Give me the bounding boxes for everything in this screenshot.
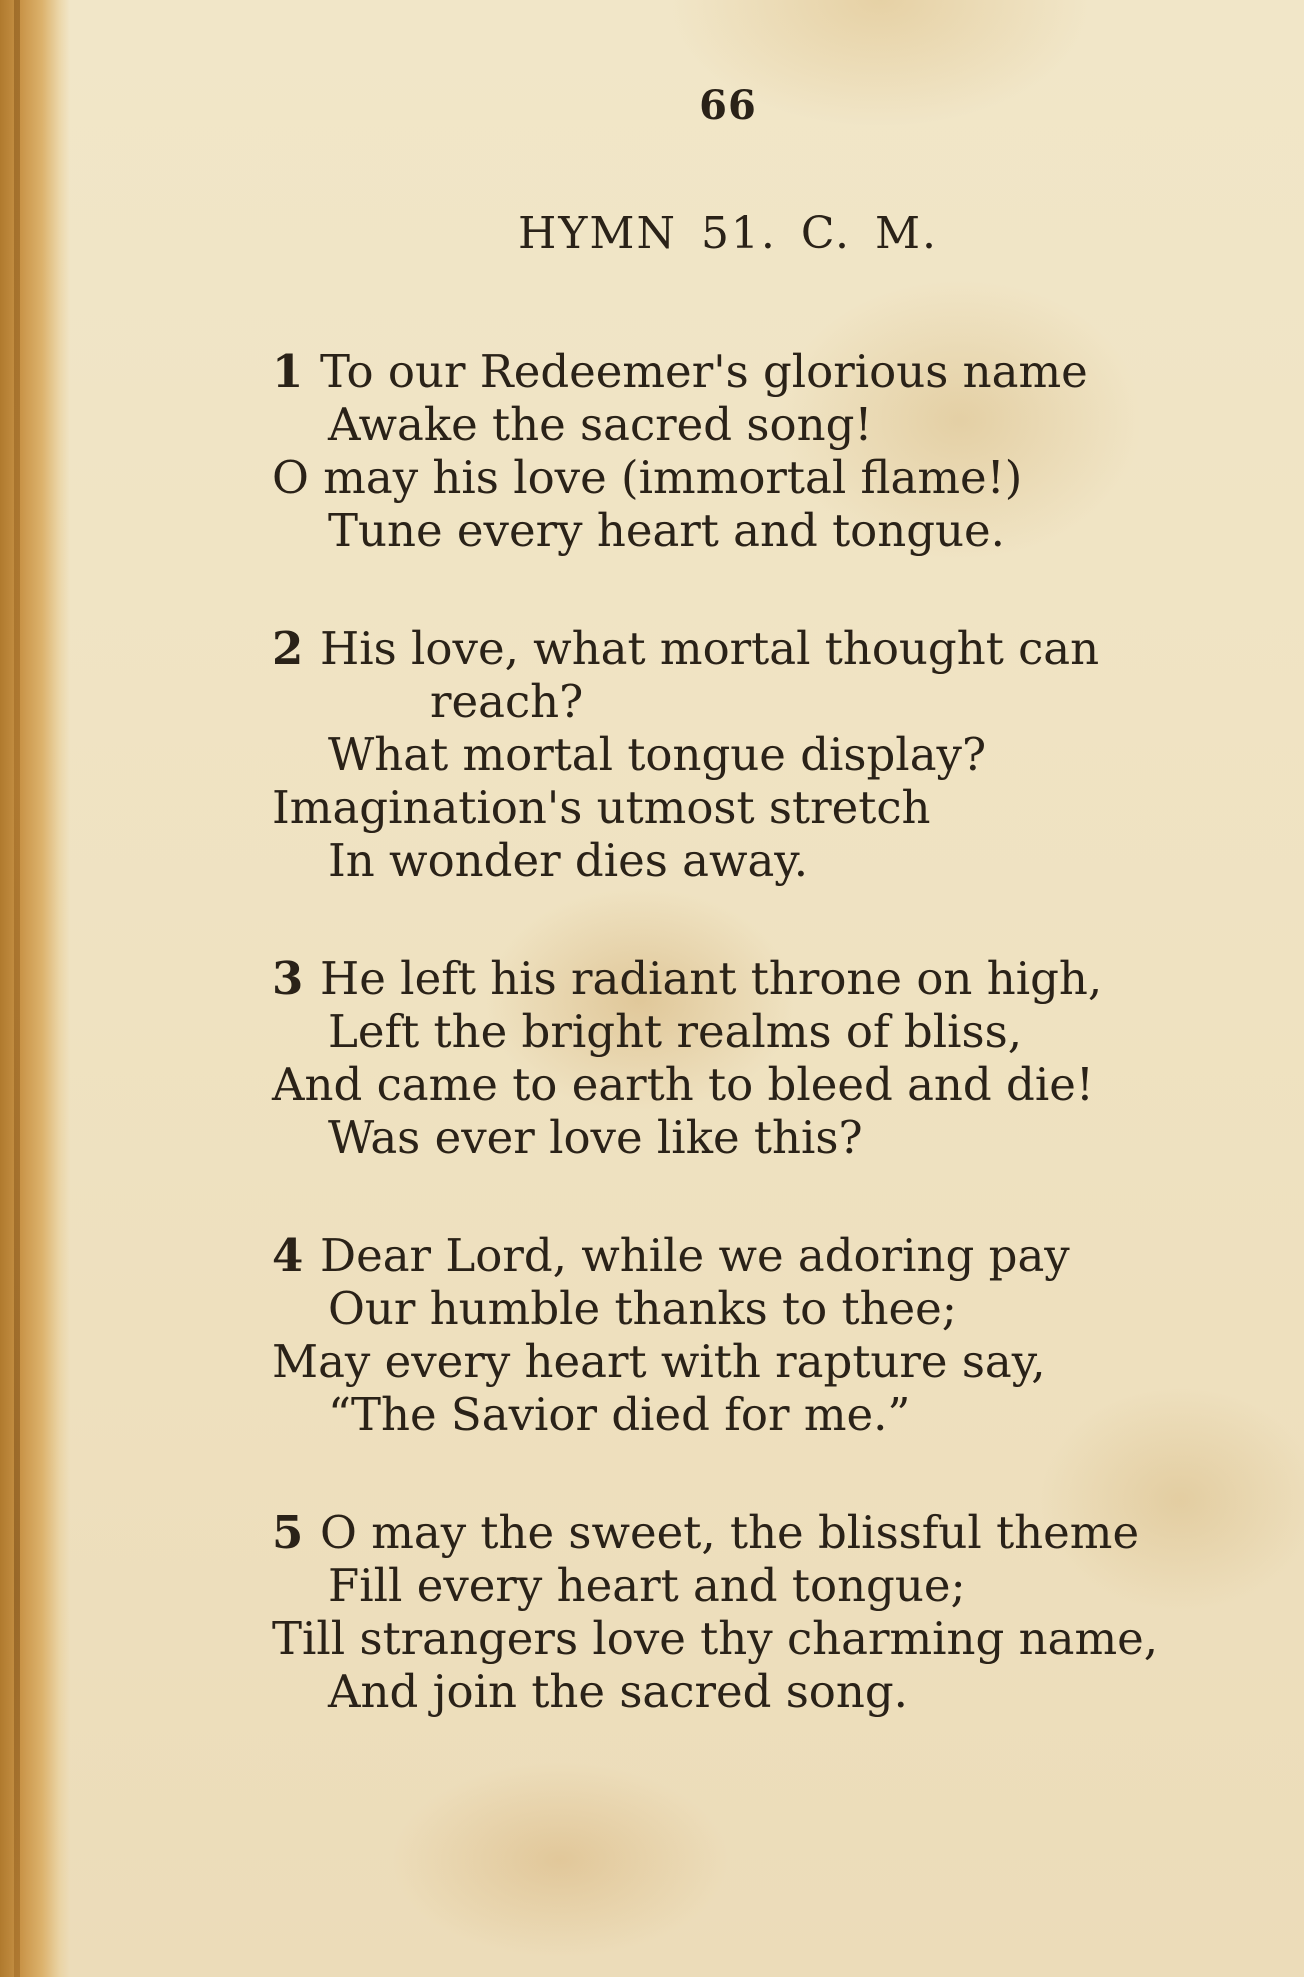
verse-line: Was ever love like this? [328, 1111, 863, 1164]
verse-number: 3 [272, 952, 304, 1005]
verse-line: He left his radiant throne on high, [320, 952, 1103, 1005]
verse-line: And came to earth to bleed and die! [272, 1058, 1094, 1111]
verse-1 [272, 345, 1282, 557]
verse-line: And join the sacred song. [328, 1665, 908, 1718]
hymn-verses [272, 345, 1282, 1783]
verse-line: Left the bright realms of bliss, [328, 1005, 1023, 1058]
verse-number: 5 [272, 1506, 304, 1559]
verse-line: O may the sweet, the blissful theme [320, 1506, 1140, 1559]
page-number: 66 [699, 82, 757, 129]
binding-shadow [14, 0, 20, 1977]
verse-line: O may his love (immortal flame!) [272, 451, 1023, 504]
hymn-title: HYMN 51. C. M. [517, 208, 939, 259]
verse-number: 4 [272, 1229, 304, 1282]
verse-line: May every heart with rapture say, [272, 1335, 1046, 1388]
verse-line: Dear Lord, while we adoring pay [320, 1229, 1070, 1282]
verse-line: Tune every heart and tongue. [328, 504, 1005, 557]
verse-line: What mortal tongue display? [328, 728, 987, 781]
verse-line: reach? [430, 675, 584, 728]
verse-line: In wonder dies away. [328, 834, 809, 887]
book-spine-edge [0, 0, 70, 1977]
verse-line: His love, what mortal thought can [320, 622, 1100, 675]
verse-4 [272, 1229, 1282, 1441]
verse-number: 1 [272, 345, 304, 398]
verse-number: 2 [272, 622, 304, 675]
verse-line: Imagination's utmost stretch [272, 781, 931, 834]
verse-line: To our Redeemer's glorious name [320, 345, 1088, 398]
verse-5 [272, 1506, 1282, 1718]
verse-3 [272, 952, 1282, 1164]
verse-line: “The Savior died for me.” [328, 1388, 911, 1441]
verse-line: Till strangers love thy charming name, [272, 1612, 1159, 1665]
verse-line: Fill every heart and tongue; [328, 1559, 966, 1612]
verse-line: Our humble thanks to thee; [328, 1282, 957, 1335]
verse-2 [272, 622, 1282, 887]
verse-line: Awake the sacred song! [328, 398, 873, 451]
